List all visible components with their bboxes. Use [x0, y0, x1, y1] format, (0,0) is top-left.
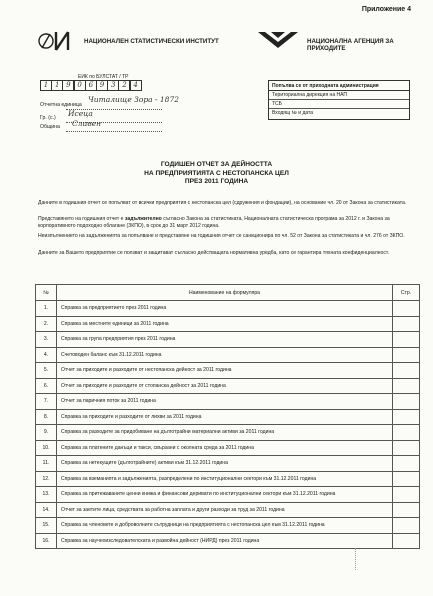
nra-name: НАЦИОНАЛНА АГЕНЦИЯ ЗА ПРИХОДИТЕ — [307, 38, 394, 52]
reporting-unit-label: Отчетна единица — [40, 102, 82, 108]
row-number: 3. — [36, 332, 57, 348]
municipality-field — [40, 119, 102, 130]
page-cell — [393, 316, 420, 332]
page-cell — [393, 456, 420, 472]
table-row — [36, 456, 420, 472]
municipality-label: Община — [40, 124, 60, 130]
nra-box-row: Входящ № и дата — [272, 110, 314, 116]
row-number: 9. — [36, 425, 57, 441]
city-field — [40, 109, 93, 121]
form-name: Справка за група предприятия през 2011 година — [57, 332, 393, 348]
appendix-label: Приложение 4 — [361, 6, 411, 13]
row-number: 10. — [36, 440, 57, 456]
row-number: 13. — [36, 487, 57, 503]
page-cell — [393, 518, 420, 534]
title-line: ПРЕЗ 2011 ГОДИНА — [184, 178, 249, 185]
eik-label: ЕИК по БУЛСТАТ / ТР — [78, 74, 129, 80]
page-cell — [393, 301, 420, 317]
row-number: 16. — [36, 533, 57, 549]
table-row — [36, 378, 420, 394]
eik-digit: 2 — [118, 80, 130, 91]
form-name: Справка за разходите за придобиване на дълготрайни материални активи за 2011 година — [57, 425, 393, 441]
col-page-header: Стр. — [393, 285, 420, 301]
row-number: 1. — [36, 301, 57, 317]
form-name: Справка за нетекущите (дълготрайните) активи към 31.12.2011 година — [57, 456, 393, 472]
row-number: 15. — [36, 518, 57, 534]
mandatory-emphasis: задължително — [124, 216, 162, 222]
page-cell — [393, 471, 420, 487]
form-name: Справка за платените данъци и такси, свързани с околната среда за 2011 година — [57, 440, 393, 456]
row-number: 2. — [36, 316, 57, 332]
table-row — [36, 425, 420, 441]
eik-digit: 1 — [51, 80, 63, 91]
page-cell — [393, 347, 420, 363]
nra-logo-icon — [258, 31, 298, 49]
page-cell — [393, 502, 420, 518]
table-row — [36, 533, 420, 549]
col-name-header: Наименование на формуляра — [57, 285, 393, 301]
city-label: Гр. (с.) — [40, 115, 56, 121]
table-row — [36, 440, 420, 456]
table-row — [36, 471, 420, 487]
reporting-unit-field — [40, 95, 179, 108]
page-cell — [393, 440, 420, 456]
nra-admin-box — [268, 80, 410, 120]
paragraph-mandatory: Представянето на годишния отчет е задължително съгласно Закона за статистиката, Националната статистическа програма за 2012 г. и Закона за корпоративното подоходно облагане (ЗКПО), в срок до 31 март 2012 година. — [38, 216, 390, 229]
eik-digit: 6 — [85, 80, 97, 91]
paragraph-basis: Данните в годишния отчет се попълват от всички предприятия с нестопанска цел (сдружения и фондации), на основание чл. 20 от Закона за статистиката. — [38, 200, 407, 206]
row-number: 12. — [36, 471, 57, 487]
paragraph-sanctions: Неизпълнението на задълженията за попълване и представяне на годишния отчет се санкционира по чл. 52 от Закона за статистиката и чл. 276 от ЗКПО. — [38, 233, 405, 239]
nra-box-row: Териториална дирекция на НАП — [269, 91, 409, 100]
row-number: 14. — [36, 502, 57, 518]
row-number: 8. — [36, 409, 57, 425]
eik-digit: 9 — [96, 80, 108, 91]
table-row — [36, 363, 420, 379]
table-row — [36, 316, 420, 332]
page-cell — [393, 533, 420, 549]
table-row — [36, 518, 420, 534]
city-value: Исеца — [68, 109, 93, 118]
municipality-value: Сливен — [72, 119, 102, 128]
document-title — [0, 161, 433, 187]
table-row — [36, 409, 420, 425]
eik-digit: 3 — [107, 80, 119, 91]
page-cell — [393, 425, 420, 441]
nra-box-row: ТСБ — [269, 100, 409, 109]
form-name: Справка за научноизследователската и развойна дейност (НИРД) през 2011 година — [57, 533, 393, 549]
form-name: Справка за членовете и доброволните сътрудници на предприятията с нестопанска цел към 31.12.2011 година — [57, 518, 393, 534]
page-cell — [393, 487, 420, 503]
row-number: 4. — [36, 347, 57, 363]
page-cell — [393, 363, 420, 379]
form-name: Справка за вземанията и задълженията, разпределени по институционални сектори към 31.12.2011 година — [57, 471, 393, 487]
eik-digit-boxes — [40, 80, 141, 91]
nsi-name: НАЦИОНАЛЕН СТАТИСТИЧЕСКИ ИНСТИТУТ — [84, 38, 219, 45]
title-line: НА ПРЕДПРИЯТИЯТА С НЕСТОПАНСКА ЦЕЛ — [144, 169, 289, 177]
form-name: Отчет за приходите и разходите от стопанска дейност за 2011 година — [57, 378, 393, 394]
page-cell — [393, 394, 420, 410]
row-number: 11. — [36, 456, 57, 472]
form-name: Справка за притежаваните ценни книжа и финансови деривати по институционални сектори към 31.12.2011 година — [57, 487, 393, 503]
form-name: Справка за приходите и разходите от лихви за 2011 година — [57, 409, 393, 425]
eik-digit: 9 — [62, 80, 74, 91]
form-name: Отчет за паричния поток за 2011 година — [57, 394, 393, 410]
nra-box-title: Попълва се от приходната администрация — [269, 81, 409, 91]
eik-digit: 4 — [130, 80, 142, 91]
page-cell — [393, 409, 420, 425]
col-num-header: № — [36, 285, 57, 301]
table-row — [36, 394, 420, 410]
table-row — [36, 301, 420, 317]
scan-artifact — [355, 548, 426, 570]
page-cell — [393, 332, 420, 348]
form-name: Справка за местните единици за 2011 година — [57, 316, 393, 332]
table-row — [36, 487, 420, 503]
nsi-logo-icon — [38, 28, 76, 54]
form-name: Счетоводен баланс към 31.12.2011 година — [57, 347, 393, 363]
paragraph-confidentiality: Данните за Вашето предприятие се ползват и защитават съгласно действащата нормативна уредба, като се гарантира тяхната конфиденциалност. — [38, 250, 390, 256]
form-name: Справка за предприятието през 2011 година — [57, 301, 393, 317]
form-name: Отчет за приходите и разходите от нестопанска дейност за 2011 година — [57, 363, 393, 379]
reporting-unit-value: Читалище Зора - 1872 — [88, 95, 179, 104]
row-number: 7. — [36, 394, 57, 410]
eik-digit: 1 — [40, 80, 52, 91]
row-number: 5. — [36, 363, 57, 379]
row-number: 6. — [36, 378, 57, 394]
eik-digit: 0 — [74, 80, 86, 91]
forms-table — [35, 284, 420, 549]
page-cell — [393, 378, 420, 394]
table-row — [36, 502, 420, 518]
title-line: ГОДИШЕН ОТЧЕТ ЗА ДЕЙНОСТТА — [160, 161, 273, 168]
form-name: Отчет за заетите лица, средствата за работна заплата и други разходи за труд за 2011 година — [57, 502, 393, 518]
table-row — [36, 332, 420, 348]
table-row — [36, 347, 420, 363]
